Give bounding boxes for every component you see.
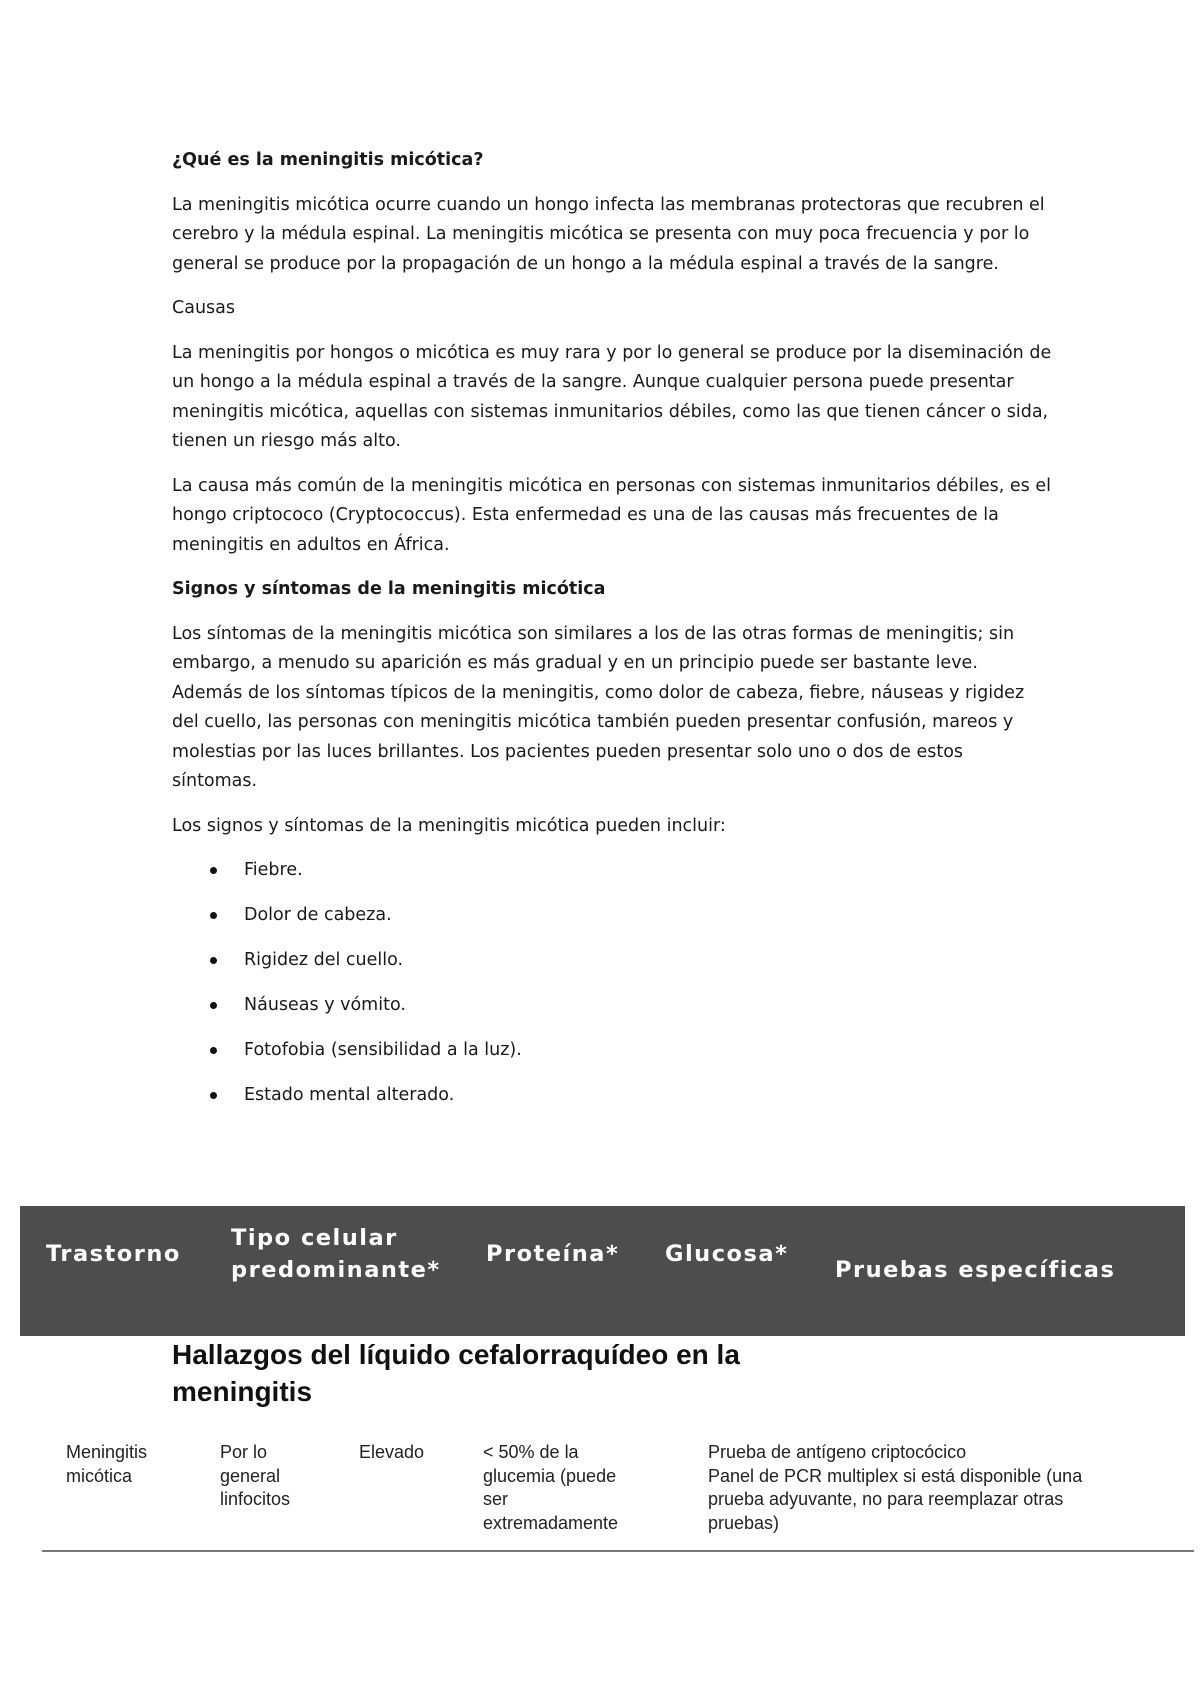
- intro-paragraph: La meningitis micótica ocurre cuando un hongo infecta las membranas protectoras que recubren el cerebro y la médula espinal. La meningitis micótica se presenta con muy poca frecuencia y por lo general se produce por la propagación de un hongo a la médula espinal a través de la sangre.: [172, 194, 1045, 274]
- header-glucosa: Glucosa*: [665, 1241, 789, 1267]
- cell-pruebas-line-1: Prueba de antígeno criptocócico: [708, 1442, 967, 1462]
- cell-proteina: Elevado: [359, 1442, 425, 1462]
- list-item: Dolor de cabeza.: [172, 901, 1052, 930]
- table-header: [20, 1206, 1185, 1336]
- header-proteina: Proteína*: [486, 1241, 620, 1267]
- causas-paragraph-1: La meningitis por hongos o micótica es muy rara y por lo general se produce por la diseminación de un hongo a la médula espinal a través de la sangre. Aunque cualquier persona puede presentar meningitis micótica, aquellas con sistemas inmunitarios débiles, como las que tienen cáncer o sida, tienen un riesgo más alto.: [172, 342, 1052, 451]
- cell-pruebas-line-2: Panel de PCR multiplex si está disponible (una prueba adyuvante, no para reemplazar otras pruebas): [708, 1465, 1083, 1533]
- cell-pruebas: [708, 1441, 1138, 1535]
- signos-paragraph-2: Los signos y síntomas de la meningitis micótica pueden incluir:: [172, 815, 726, 836]
- header-pruebas: Pruebas específicas: [835, 1257, 1116, 1283]
- signos-heading: Signos y síntomas de la meningitis micótica: [172, 579, 606, 599]
- cell-glucosa: < 50% de la glucemia (puede ser extremadamente: [483, 1442, 619, 1533]
- header-tipo-celular: Tipo celular predominante*: [231, 1225, 441, 1283]
- cell-tipo-celular: Por lo general linfocitos: [220, 1442, 291, 1509]
- table-title: Hallazgos del líquido cefalorraquídeo en la meningitis: [172, 1336, 872, 1410]
- cell-trastorno: Meningitis micótica: [66, 1442, 148, 1486]
- list-item: Náuseas y vómito.: [172, 991, 1052, 1020]
- symptom-list: [172, 856, 1052, 1110]
- intro-heading: ¿Qué es la meningitis micótica?: [172, 150, 484, 170]
- causas-paragraph-2: La causa más común de la meningitis micótica en personas con sistemas inmunitarios débiles, es el hongo criptococo (Cryptococcus). Esta enfermedad es una de las causas más frecuentes de la meningitis en adultos en África.: [172, 475, 1051, 555]
- list-item: Estado mental alterado.: [172, 1081, 1052, 1110]
- list-item: Rigidez del cuello.: [172, 946, 1052, 975]
- list-item: Fiebre.: [172, 856, 1052, 885]
- signos-paragraph-1: Los síntomas de la meningitis micótica son similares a los de las otras formas de meningitis; sin embargo, a menudo su aparición es más gradual y en un principio puede ser bastante leve. Además de los síntomas típicos de la meningitis, como dolor de cabeza, fiebre, náuseas y rigidez del cuello, las personas con meningitis micótica también pueden presentar confusión, mareos y molestias por las luces brillantes. Los pacientes pueden presentar solo uno o dos de estos síntomas.: [172, 623, 1025, 791]
- table-row: [42, 1438, 1194, 1552]
- causas-heading: Causas: [172, 298, 235, 318]
- header-trastorno: Trastorno: [46, 1241, 181, 1267]
- list-item: Fotofobia (sensibilidad a la luz).: [172, 1036, 1052, 1065]
- document-body: [172, 146, 1052, 1126]
